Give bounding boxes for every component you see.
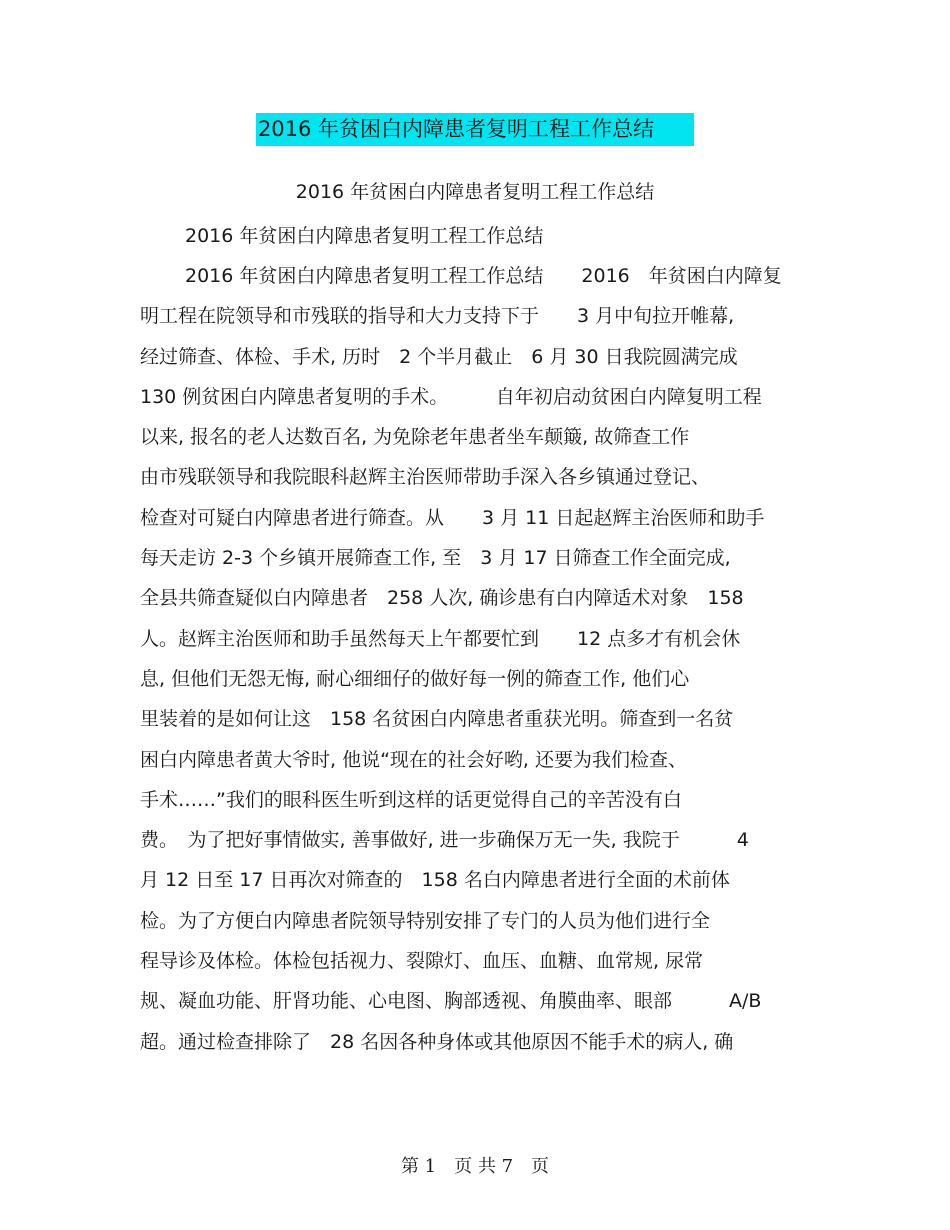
body-text bbox=[140, 262, 820, 1068]
body-line: 手术……”我们的眼科医生听到这样的话更觉得自己的辛苦没有白 bbox=[140, 788, 682, 811]
body-line: 程导诊及体检。体检包括视力、裂隙灯、血压、血糖、血常规, 尿常 bbox=[140, 950, 704, 973]
body-line: 里装着的是如何让这 158 名贫困白内障患者重获光明。筛查到一名贫 bbox=[140, 708, 734, 731]
body-line: 2016 年贫困白内障患者复明工程工作总结 2016 年贫困白内障复 bbox=[185, 265, 782, 287]
body-line: 人。赵辉主治医师和助手虽然每天上午都要忙到 12 点多才有机会休 bbox=[140, 627, 741, 650]
title-container bbox=[0, 113, 950, 146]
body-line: 困白内障患者黄大爷时, 他说“现在的社会好哟, 还要为我们检查、 bbox=[140, 748, 688, 771]
body-line: 检查对可疑白内障患者进行筛查。从 3 月 11 日起赵辉主治医师和助手 bbox=[140, 506, 765, 529]
subtitle-indented: 2016 年贫困白内障患者复明工程工作总结 bbox=[185, 225, 544, 247]
body-line: 检。为了方便白内障患者院领导特别安排了专门的人员为他们进行全 bbox=[140, 909, 711, 932]
body-line: 由市残联领导和我院眼科赵辉主治医师带助手深入各乡镇通过登记、 bbox=[140, 466, 711, 489]
body-line: 息, 但他们无怨无悔, 耐心细细仔的做好每一例的筛查工作, 他们心 bbox=[140, 667, 690, 690]
body-line: 130 例贫困白内障患者复明的手术。 自年初启动贫困白内障复明工程 bbox=[140, 385, 762, 408]
body-line: 以来, 报名的老人达数百名, 为免除老年患者坐车颠簸, 故筛查工作 bbox=[140, 426, 690, 449]
body-line: 经过筛查、体检、手术, 历时 2 个半月截止 6 月 30 日我院圆满完成 bbox=[140, 345, 738, 368]
body-line: 费。 为了把好事情做实, 善事做好, 进一步确保万无一失, 我院于 4 bbox=[140, 829, 749, 852]
body-line: 明工程在院领导和市残联的指导和大力支持下于 3 月中旬拉开帷幕, bbox=[140, 305, 735, 328]
body-line: 超。通过检查排除了 28 名因各种身体或其他原因不能手术的病人, 确 bbox=[140, 1030, 734, 1053]
body-line: 规、凝血功能、肝肾功能、心电图、胸部透视、角膜曲率、眼部 A/B bbox=[140, 990, 762, 1013]
subtitle-centered: 2016 年贫困白内障患者复明工程工作总结 bbox=[295, 181, 655, 203]
body-line: 全县共筛查疑似白内障患者 258 人次, 确诊患有白内障适术对象 158 bbox=[140, 587, 744, 610]
body-line: 月 12 日至 17 日再次对筛查的 158 名白内障患者进行全面的术前体 bbox=[140, 869, 730, 892]
page-footer: 第 1 页 共 7 页 bbox=[400, 1156, 550, 1177]
document-title: 2016 年贫困白内障患者复明工程工作总结 bbox=[256, 113, 694, 146]
body-line: 每天走访 2-3 个乡镇开展筛查工作, 至 3 月 17 日筛查工作全面完成, bbox=[140, 547, 731, 570]
